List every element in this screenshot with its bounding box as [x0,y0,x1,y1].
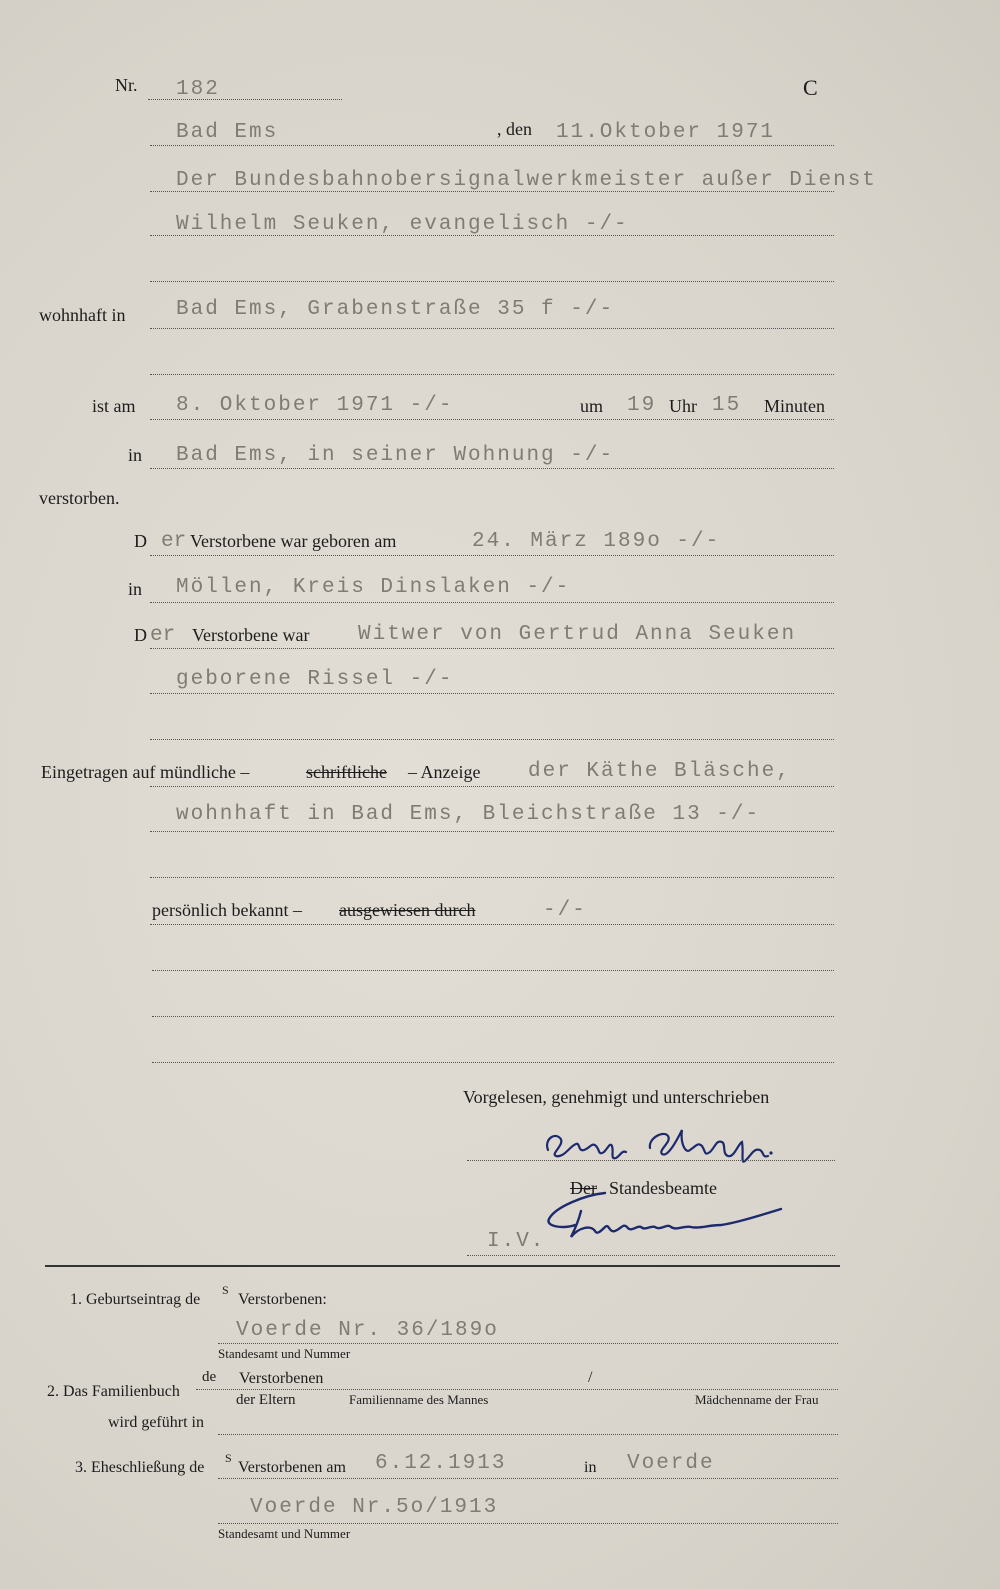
registration-rule-1 [150,786,834,787]
death-date-value: 8. Oktober 1971 -/- [176,394,454,417]
blank-rule-1 [152,970,834,971]
footer-item2-de: de [202,1369,217,1385]
footer-item2-eltern: der Eltern [236,1392,296,1408]
footer-item3-value-rule [218,1523,838,1524]
footer-item3-caption: Standesamt und Nummer [218,1526,351,1541]
identification-label-strike: ausgewiesen durch [339,900,476,920]
residence-value: Bad Ems, Grabenstraße 35 f -/- [176,298,615,321]
person-line-2-rule [150,235,834,236]
marital-prefix: D [134,625,147,645]
person-line-1: Der Bundesbahnobersignalwerkmeister außer Dienst [176,169,877,192]
footer-item2-rule [196,1389,838,1390]
death-minutes: 15 [712,394,742,417]
marital-rule-1 [150,648,834,649]
footer-item3-label: 3. Eheschließung de [75,1459,205,1476]
footer-item3-place: Voerde [627,1452,715,1475]
footer-item3-rule [218,1478,838,1479]
death-place-value: Bad Ems, in seiner Wohnung -/- [176,444,615,467]
den-label: , den [497,119,532,139]
blank-rule-3 [152,1062,834,1063]
registration-line-1: der Käthe Bläsche, [528,760,791,783]
footer-item2-frau-caption: Mädchenname der Frau [695,1392,819,1407]
death-place-label: in [128,445,143,465]
nr-label: Nr. [115,75,138,95]
footer-item3-s: S [225,1451,232,1465]
footer-item2-slash: / [588,1369,593,1386]
place-date-line [150,145,834,146]
registration-label-b: – Anzeige [408,762,481,782]
death-date-rule [150,419,834,420]
marital-label: Verstorbene war [192,625,310,645]
corner-letter: C [803,75,818,100]
footer-item3-value: Voerde Nr.5o/1913 [250,1496,499,1519]
informant-signature-rule [467,1160,835,1161]
birth-typed-suffix: er [161,530,187,553]
footer-item2-wird: wird geführt in [108,1414,204,1431]
marital-line-2: geborene Rissel -/- [176,668,454,691]
footer-item2-verstorbenen: Verstorbenen [239,1370,324,1387]
official-prefix: Der [570,1178,597,1198]
death-minuten-label: Minuten [764,396,825,416]
birth-label: Verstorbene war geboren am [190,531,397,551]
footer-item2-wird-rule [218,1434,838,1435]
footer-item1-value: Voerde Nr. 36/189o [236,1319,499,1342]
registration-rule-3 [150,877,834,878]
death-date-label: ist am [92,396,136,416]
marital-line-1: Witwer von Gertrud Anna Seuken [358,623,797,646]
death-hour: 19 [627,394,657,417]
verstorben-label: verstorben. [39,488,120,508]
footer-item2-mann-caption: Familienname des Mannes [349,1392,489,1407]
identification-label-a: persönlich bekannt – [152,900,302,920]
death-place-rule [150,468,834,469]
closing-text: Vorgelesen, genehmigt und unterschrieben [463,1087,770,1107]
iv-label: I.V. [487,1230,546,1253]
registration-line-2: wohnhaft in Bad Ems, Bleichstraße 13 -/- [176,803,761,826]
marital-rule-2 [150,693,834,694]
footer-separator [45,1265,840,1267]
residence-label: wohnhaft in [39,305,126,325]
nr-value: 182 [176,78,220,101]
registrar-signature-rule [467,1255,835,1256]
blank-rule-2 [152,1016,834,1017]
footer-item3-date: 6.12.1913 [375,1452,507,1475]
footer-item2-label: 2. Das Familienbuch [47,1383,180,1400]
date-value: 11.Oktober 1971 [556,121,776,144]
informant-signature [540,1120,830,1170]
footer-item3-in: in [584,1459,597,1476]
person-line-1-rule [150,191,834,192]
person-line-3-rule [150,281,834,282]
residence-rule-2 [150,374,834,375]
place-value: Bad Ems [176,121,279,144]
marital-typed-suffix: er [150,624,176,647]
birth-place-rule [150,602,834,603]
registration-label-a: Eingetragen auf mündliche – [41,762,250,782]
birth-prefix: D [134,531,147,551]
footer-item1-label-b: Verstorbenen: [238,1291,327,1308]
birth-date-value: 24. März 189o -/- [472,530,721,553]
identification-rule [150,924,834,925]
birth-date-rule [150,555,834,556]
death-uhr-label: Uhr [669,396,697,416]
footer-item1-s: S [222,1283,229,1297]
footer-item3-label-b: Verstorbenen am [238,1459,346,1476]
official-label: Standesbeamte [609,1178,717,1198]
registration-rule-2 [150,831,834,832]
residence-rule [150,328,834,329]
death-um-label: um [580,396,604,416]
person-line-2: Wilhelm Seuken, evangelisch -/- [176,213,629,236]
nr-line [148,99,342,100]
registration-label-strike: schriftliche [306,762,387,782]
footer-item1-caption: Standesamt und Nummer [218,1346,351,1361]
registrar-signature [545,1185,795,1255]
birth-place-label: in [128,579,143,599]
footer-item1-label: 1. Geburtseintrag de [70,1291,201,1308]
identification-value: -/- [543,899,587,922]
birth-place-value: Möllen, Kreis Dinslaken -/- [176,576,571,599]
footer-item1-rule [218,1343,838,1344]
marital-rule-3 [150,739,834,740]
